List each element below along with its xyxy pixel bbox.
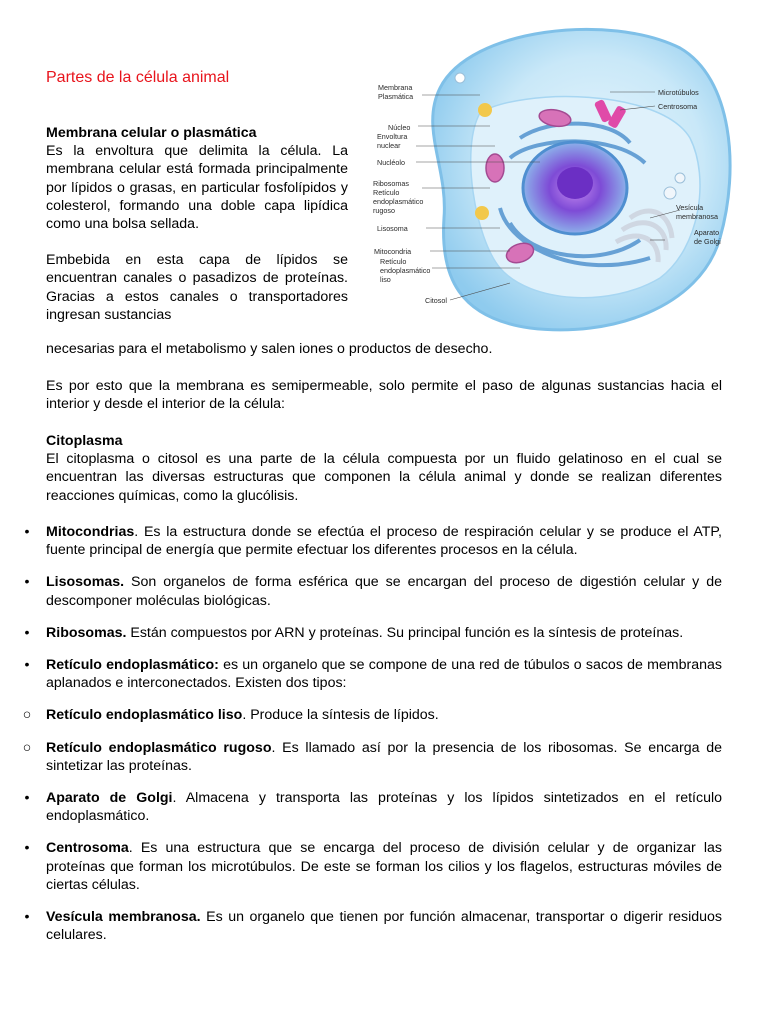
label-lisosoma: Lisosoma (377, 224, 408, 233)
label-ribosomas: Ribosomas (373, 179, 409, 188)
label-microtubulos: Microtúbulos (658, 88, 699, 97)
animal-cell-illustration (360, 18, 740, 336)
bullet-marker: • (24, 574, 30, 591)
list-item-text: . Es una estructura que se encarga del proceso de división celular y de organizar las proteínas que forman los microtúbulos. De este se forman los cilios y los flagelos, estructuras móviles de ciertas células. (46, 840, 722, 893)
bullet-marker: • (24, 909, 30, 926)
list-item (20, 656, 722, 692)
citoplasma-section (46, 432, 722, 505)
bullet-marker: • (24, 524, 30, 540)
vesicle (675, 173, 685, 183)
label-membrana: Membrana (378, 83, 413, 92)
list-item-term: Centrosoma (46, 840, 129, 857)
membrana-section (46, 124, 348, 324)
list-item (20, 739, 722, 775)
mitochondrion (486, 154, 504, 182)
list-item-term: Ribosomas. (46, 624, 127, 641)
membrana-paragraph-3 (46, 377, 722, 413)
circle-marker: ○ (22, 707, 32, 724)
bullet-marker: • (24, 657, 30, 674)
vesicle (664, 187, 676, 199)
list-item-term: Vesícula membranosa. (46, 909, 201, 926)
list-item (20, 523, 722, 559)
list-item-text: . Es llamado así por la presencia de los ribosomas. Se encarga de sintetizar las proteínas. (46, 739, 723, 774)
list-item (20, 706, 722, 724)
list-item-term: Aparato de Golgi (46, 790, 173, 807)
list-item-text: Son organelos de forma esférica que se encargan del proceso de digestión celular y de descomponer moléculas biológicas. (46, 574, 722, 609)
label-envoltura: nuclear (377, 141, 401, 150)
label-golgi: Aparato (694, 228, 720, 237)
list-item-text: Están compuestos por ARN y proteínas. Su principal función es la síntesis de proteínas. (126, 624, 684, 641)
list-item (20, 789, 722, 825)
list-item-term: Lisosomas. (46, 574, 125, 591)
label-rel: endoplasmático (380, 266, 431, 275)
label-rel: liso (380, 275, 391, 284)
membrana-heading: Membrana celular o plasmática (46, 125, 257, 141)
membrana-paragraph-3-text: Es por esto que la membrana es semipermeable, solo permite el paso de algunas sustancias hacia el interior y desde el interior de la célula: (46, 378, 722, 413)
bullet-marker: • (24, 840, 30, 857)
list-item (20, 624, 722, 642)
label-centrosoma: Centrosoma (658, 102, 698, 111)
list-item-text: . Es la estructura donde se efectúa el proceso de respiración celular y se produce el ATP, fuente principal de energía que permite efectuar los diferentes procesos en la célula. (46, 524, 722, 559)
label-vesicula: Vesícula (676, 203, 704, 212)
organelle-list (20, 523, 722, 958)
animal-cell-diagram (360, 18, 740, 336)
page-title: Partes de la célula animal (46, 69, 230, 86)
vesicle (455, 73, 465, 83)
label-membrana: Plasmática (378, 92, 414, 101)
membrana-paragraph-2-end: necesarias para el metabolismo y salen iones o productos de desecho. (46, 341, 493, 357)
list-item-term: Mitocondrias (46, 524, 135, 540)
bullet-marker: • (24, 790, 30, 807)
lysosome (475, 206, 489, 220)
list-item (20, 839, 722, 894)
label-nucleolo: Nucléolo (377, 158, 405, 167)
list-item-text: . Almacena y transporta las proteínas y los lípidos sintetizados en el retículo endoplasmático. (46, 790, 722, 825)
citoplasma-paragraph: El citoplasma o citosol es una parte de la célula compuesta por un fluido gelatinoso en el cual se encuentran las diversas estructuras que componen la célula animal y donde se realizan diferentes reacciones químicas, como la glucólisis. (46, 451, 722, 504)
label-rer: Retículo (373, 188, 400, 197)
label-golgi: de Golgi (694, 237, 721, 246)
list-item-text: es un organelo que se compone de una red de túbulos o sacos de membranas aplanados e interconectados. Existen dos tipos: (46, 657, 723, 692)
list-item-term: Retículo endoplasmático rugoso (46, 739, 272, 756)
label-envoltura: Envoltura (377, 132, 408, 141)
list-item-term: Retículo endoplasmático: (46, 657, 219, 674)
label-vesicula: membranosa (676, 212, 718, 221)
label-citosol: Citosol (425, 296, 447, 305)
list-item (20, 573, 722, 609)
list-item (20, 908, 722, 944)
list-item-text: . Produce la síntesis de lípidos. (242, 707, 439, 724)
nucleolus (557, 167, 593, 199)
label-rel: Retículo (380, 257, 407, 266)
label-rer: endoplasmático (373, 197, 424, 206)
membrana-paragraph-1: Es la envoltura que delimita la célula. La membrana celular está formada principalmente por lípidos o grasas, en particular fosfolípidos y colesterol, formando una doble capa lipídica como una bolsa sellada. (46, 143, 348, 233)
label-mitocondria: Mitocondria (374, 247, 412, 256)
bullet-marker: • (24, 624, 30, 641)
citoplasma-heading: Citoplasma (46, 433, 123, 449)
list-item-text: Es un organelo que tienen por función almacenar, transportar o digerir residuos celulares. (46, 909, 722, 944)
membrana-paragraph-2-start: Embebida en esta capa de lípidos se encuentran canales o pasadizos de proteínas. Gracias a estos canales o transportadores ingresan sustancias (46, 252, 348, 323)
circle-marker: ○ (22, 739, 32, 756)
label-nucleo: Núcleo (388, 123, 411, 132)
list-item-term: Retículo endoplasmático liso (46, 707, 243, 724)
label-rer: rugoso (373, 206, 395, 215)
lysosome (478, 103, 492, 117)
